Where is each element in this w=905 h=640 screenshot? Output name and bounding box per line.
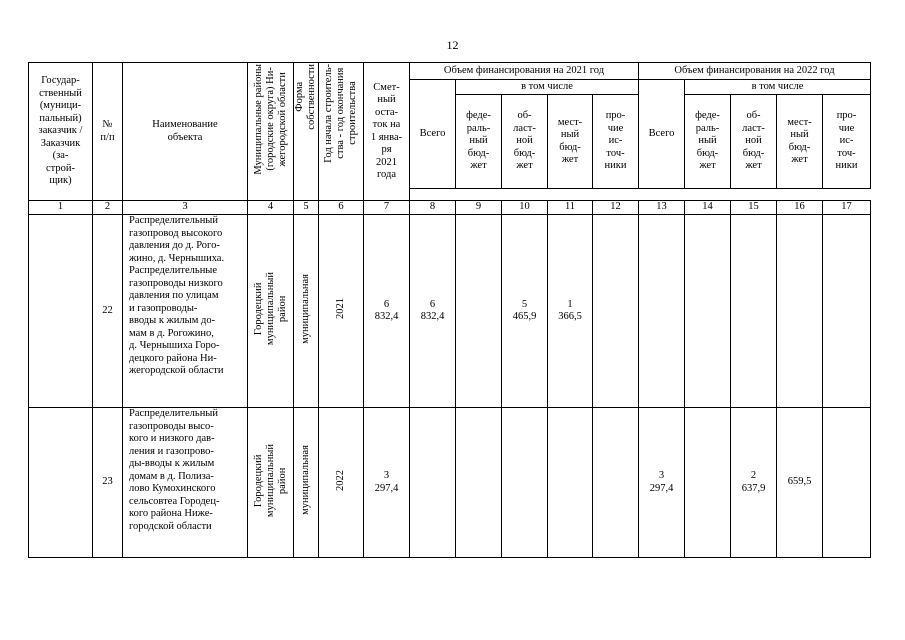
row-customer — [29, 408, 93, 558]
col-num-13: 13 — [639, 201, 685, 215]
row-years: 2022 — [319, 408, 364, 558]
row-ownership: муниципальная — [294, 215, 319, 408]
header-name: Наименование объекта — [123, 63, 248, 201]
header-federal-2022: феде- раль- ный бюд- жет — [685, 95, 731, 189]
row-estimate: 6 832,4 — [364, 215, 410, 408]
row-other-2022 — [823, 408, 871, 558]
header-fin2021: Объем финансирования на 2021 год — [410, 63, 639, 80]
row-federal-2022 — [685, 408, 731, 558]
row-object-name: Распределительный газопровод высокого давления до д. Рого- жино, д. Чернышиха. Распределительные газопроводы низкого давления по улицам и газопроводы- вводы к жилым до- мам в д. Рогожино, д. Чернышиха Горо- децкого района Ни- жегородской области — [123, 215, 248, 408]
row-federal-2022 — [685, 215, 731, 408]
col-num-11: 11 — [548, 201, 593, 215]
col-num-15: 15 — [731, 201, 777, 215]
row-federal-2021 — [456, 408, 502, 558]
row-estimate: 3 297,4 — [364, 408, 410, 558]
column-number-row — [29, 201, 871, 215]
row-regional-2021: 5 465,9 — [502, 215, 548, 408]
col-num-7: 7 — [364, 201, 410, 215]
header-district: Муниципальные районы (городские округа) Ни- жегородской области — [248, 63, 294, 201]
table-row — [29, 215, 871, 408]
col-num-4: 4 — [248, 201, 294, 215]
header-customer: Государ- ственный (муници- пальный) заказчик / Заказчик (за- строй- щик) — [29, 63, 93, 201]
row-regional-2021 — [502, 408, 548, 558]
table-row — [29, 408, 871, 558]
header-regional-2022: об- ласт- ной бюд- жет — [731, 95, 777, 189]
row-local-2021: 1 366,5 — [548, 215, 593, 408]
row-regional-2022: 2 637,9 — [731, 408, 777, 558]
header-years: Год начала строитель- ства - год окончания строительства — [319, 63, 364, 201]
col-num-6: 6 — [319, 201, 364, 215]
row-customer — [29, 215, 93, 408]
header-other-2022: про- чие ис- точ- ники — [823, 95, 871, 189]
col-num-10: 10 — [502, 201, 548, 215]
page-number: 12 — [446, 38, 459, 52]
row-local-2022: 659,5 — [777, 408, 823, 558]
header-local-2022: мест- ный бюд- жет — [777, 95, 823, 189]
row-regional-2022 — [731, 215, 777, 408]
header-ownership: Форма собственности — [294, 63, 319, 201]
header-local-2021: мест- ный бюд- жет — [548, 95, 593, 189]
row-other-2021 — [593, 408, 639, 558]
row-ownership: муниципальная — [294, 408, 319, 558]
header-other-2021: про- чие ис- точ- ники — [593, 95, 639, 189]
col-num-5: 5 — [294, 201, 319, 215]
col-num-14: 14 — [685, 201, 731, 215]
header-num: № п/п — [93, 63, 123, 201]
row-district: Городецкий муниципальный район — [248, 408, 294, 558]
col-num-12: 12 — [593, 201, 639, 215]
col-num-17: 17 — [823, 201, 871, 215]
header-total-2021: Всего — [410, 80, 456, 189]
col-num-16: 16 — [777, 201, 823, 215]
header-incl-2021: в том числе — [456, 80, 639, 95]
header-regional-2021: об- ласт- ной бюд- жет — [502, 95, 548, 189]
row-federal-2021 — [456, 215, 502, 408]
col-num-9: 9 — [456, 201, 502, 215]
row-total-2021: 6 832,4 — [410, 215, 456, 408]
header-fin2022: Объем финансирования на 2022 год — [639, 63, 871, 80]
row-num: 22 — [93, 215, 123, 408]
col-num-1: 1 — [29, 201, 93, 215]
col-num-3: 3 — [123, 201, 248, 215]
header-estimate: Смет- ный оста- ток на 1 янва- ря 2021 года — [364, 63, 410, 201]
row-num: 23 — [93, 408, 123, 558]
header-incl-2022: в том числе — [685, 80, 871, 95]
row-local-2021 — [548, 408, 593, 558]
row-object-name: Распределительный газопроводы высо- кого и низкого дав- ления и газопрово- ды-вводы к жилым домам в д. Полиза- лово Кумохинского сельсовтеа Городец- кого района Ниже- городской области — [123, 408, 248, 558]
row-total-2022: 3 297,4 — [639, 408, 685, 558]
header-total-2022: Всего — [639, 80, 685, 189]
header-federal-2021: феде- раль- ный бюд- жет — [456, 95, 502, 189]
row-years: 2021 — [319, 215, 364, 408]
col-num-8: 8 — [410, 201, 456, 215]
row-other-2021 — [593, 215, 639, 408]
row-other-2022 — [823, 215, 871, 408]
financing-table — [28, 62, 871, 558]
row-district: Городецкий муниципальный район — [248, 215, 294, 408]
row-total-2021 — [410, 408, 456, 558]
row-total-2022 — [639, 215, 685, 408]
row-local-2022 — [777, 215, 823, 408]
col-num-2: 2 — [93, 201, 123, 215]
